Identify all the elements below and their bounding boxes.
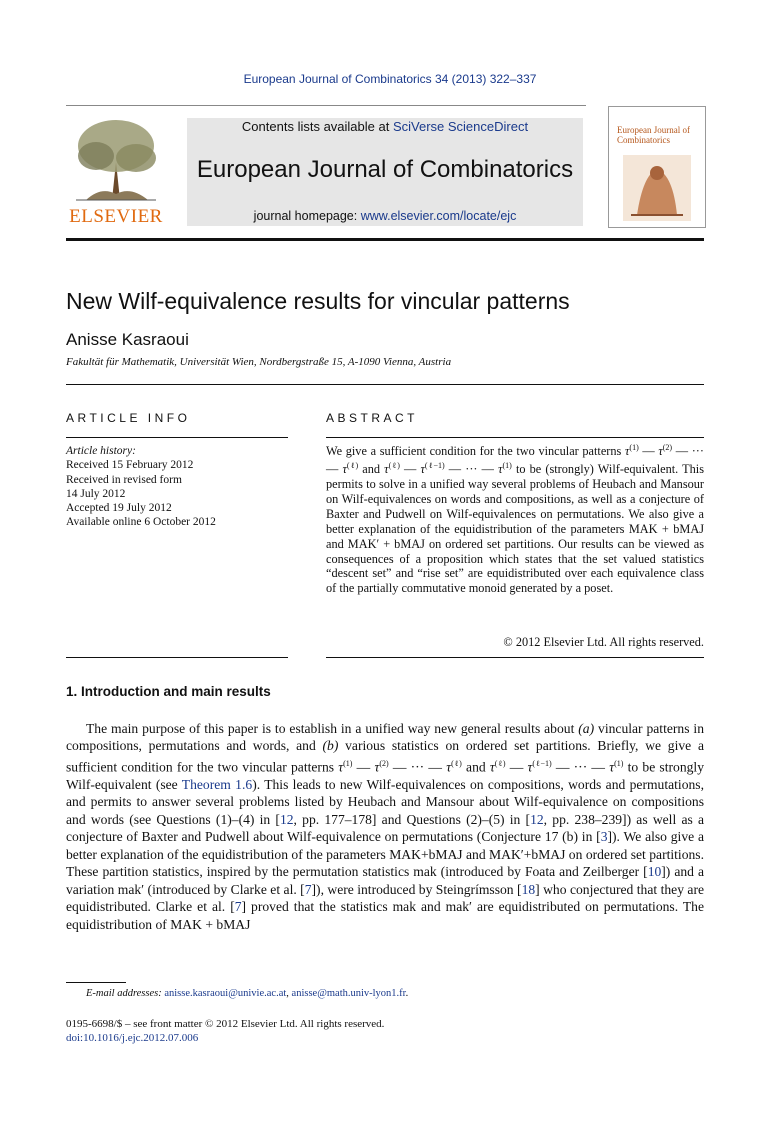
elsevier-logo [66,116,166,228]
article-history [66,444,216,530]
abstract-rule-bottom [326,657,704,658]
cover-title: European Journal of Combinatorics [617,125,690,145]
abstract-text: We give a sufficient condition for the two vincular patterns $\tau^{(1)}$ — $\tau^{(2)}$ — ··· — $\tau^{(\ell)}$ and $\tau^{(\ell)}$ — $\tau^{(\ell-1)}$ — ··· — $\tau^{(1)}$ to be (strongly) Wilf-equivalent. This permits to solve in a unified way several problems of Heubach and Mansour on Wilf-equivalences on words and compositions, as well as a conjecture of Baxter and Pudwell on Wilf-equivalences on permutations. We also give a better explanation of the equidistribution of the parameters MAK + bMAJ and MAK′ + bMAJ on ordered set partitions. Our results can be viewed as consequences of a proposition which states that the set valued statistics “descent set” and “rise set” are equidistributed over each equivalence class of the partially commutative monoid generated by a poset. [326,443,705,596]
article-info-heading: ARTICLE INFO [66,411,191,425]
homepage-link[interactable]: www.elsevier.com/locate/ejc [360,209,517,223]
body-paragraph: The main purpose of this paper is to establish in a unified way new general results about (a) vincular patterns in compositions, permutations and words, and (b) various statistics on ordered set partitions. Briefly, we give a sufficient condition for the two vincular patterns $\tau^{(1)}$ — $\tau^{(2)}$ — ··· — $\tau^{(\ell)}$ and $\tau^{(\ell)}$ — $\tau^{(\ell-1)}$ — ··· — $\tau^{(1)}$ to be strongly Wilf-equivalent (see Theorem 1.6). This leads to new Wilf-equivalences on compositions, words and permutations, and permits to answer several problems listed by Heubach and Mansour about Wilf-equivalence on compositions and words (see Questions (1)–(4) in [12, pp. 177–178] and Questions (2)–(5) in [12, pp. 238–239]) as well as a conjecture of Baxter and Pudwell about Wilf-equivalence on permutations (Conjecture 17 (b) in [3]). We also give a better explanation of the equidistribution of the parameters MAK+bMAJ and MAK′+bMAJ on ordered set partitions. These partition statistics, inspired by the permutation statistics mak (introduced by Foata and Zeilberger [10]) and a variation mak′ (introduced by Clarke et al. [7]), were introduced by Steingrímsson [18] who conjectured that they are equidistributed. Clarke et al. [7] proved that the statistics mak and mak′ are equidistributed on permutations. The equidistribution of MAK + bMAJ [66,721,705,932]
email-link-2[interactable]: anisse@math.univ-lyon1.fr [291,988,406,999]
section-heading: 1. Introduction and main results [66,684,271,699]
journal-title: European Journal of Combinatorics [196,156,574,183]
abstract-heading: ABSTRACT [326,411,419,425]
copyright-line: © 2012 Elsevier Ltd. All rights reserved. [503,635,704,649]
revised-date: 14 July 2012 [66,487,126,500]
author-name: Anisse Kasraoui [66,330,189,349]
revised-label: Received in revised form [66,473,182,486]
title-rule [66,384,704,385]
journal-reference[interactable]: European Journal of Combinatorics 34 (2013) 322–337 [243,72,537,86]
footnote-emails: E-mail addresses: anisse.kasraoui@univie.ac.at, anisse@math.univ-lyon1.fr. [86,988,409,999]
history-label: Article history: [66,445,136,457]
journal-banner [187,118,583,226]
issn-line: 0195-6698/$ – see front matter © 2012 Elsevier Ltd. All rights reserved. [66,1018,385,1030]
journal-cover [608,106,706,228]
paper-title: New Wilf-equivalence results for vincular patterns [66,288,570,314]
info-rule-top [66,437,288,438]
received-date: Received 15 February 2012 [66,459,194,472]
publisher-wordmark: ELSEVIER [69,206,163,227]
contents-prefix: Contents lists available at [241,119,393,134]
sciencedirect-link[interactable]: SciVerse ScienceDirect [392,119,529,134]
header-rule [66,105,586,106]
footnote-rule [66,982,126,983]
contents-line [187,119,583,134]
abstract-rule-top [326,437,704,438]
doi-link[interactable]: doi:10.1016/j.ejc.2012.07.006 [66,1032,199,1044]
homepage-line [187,209,583,223]
author-affiliation: Fakultät für Mathematik, Universität Wien, Nordbergstraße 15, A-1090 Vienna, Austria [66,356,452,368]
cover-artwork-icon [623,155,691,221]
homepage-prefix: journal homepage: [253,209,361,223]
online-date: Available online 6 October 2012 [66,516,216,529]
header-thick-rule [66,238,704,241]
email-label: E-mail addresses: [86,988,165,999]
info-rule-bottom [66,657,288,658]
accepted-date: Accepted 19 July 2012 [66,502,172,515]
email-link-1[interactable]: anisse.kasraoui@univie.ac.at [164,988,287,999]
